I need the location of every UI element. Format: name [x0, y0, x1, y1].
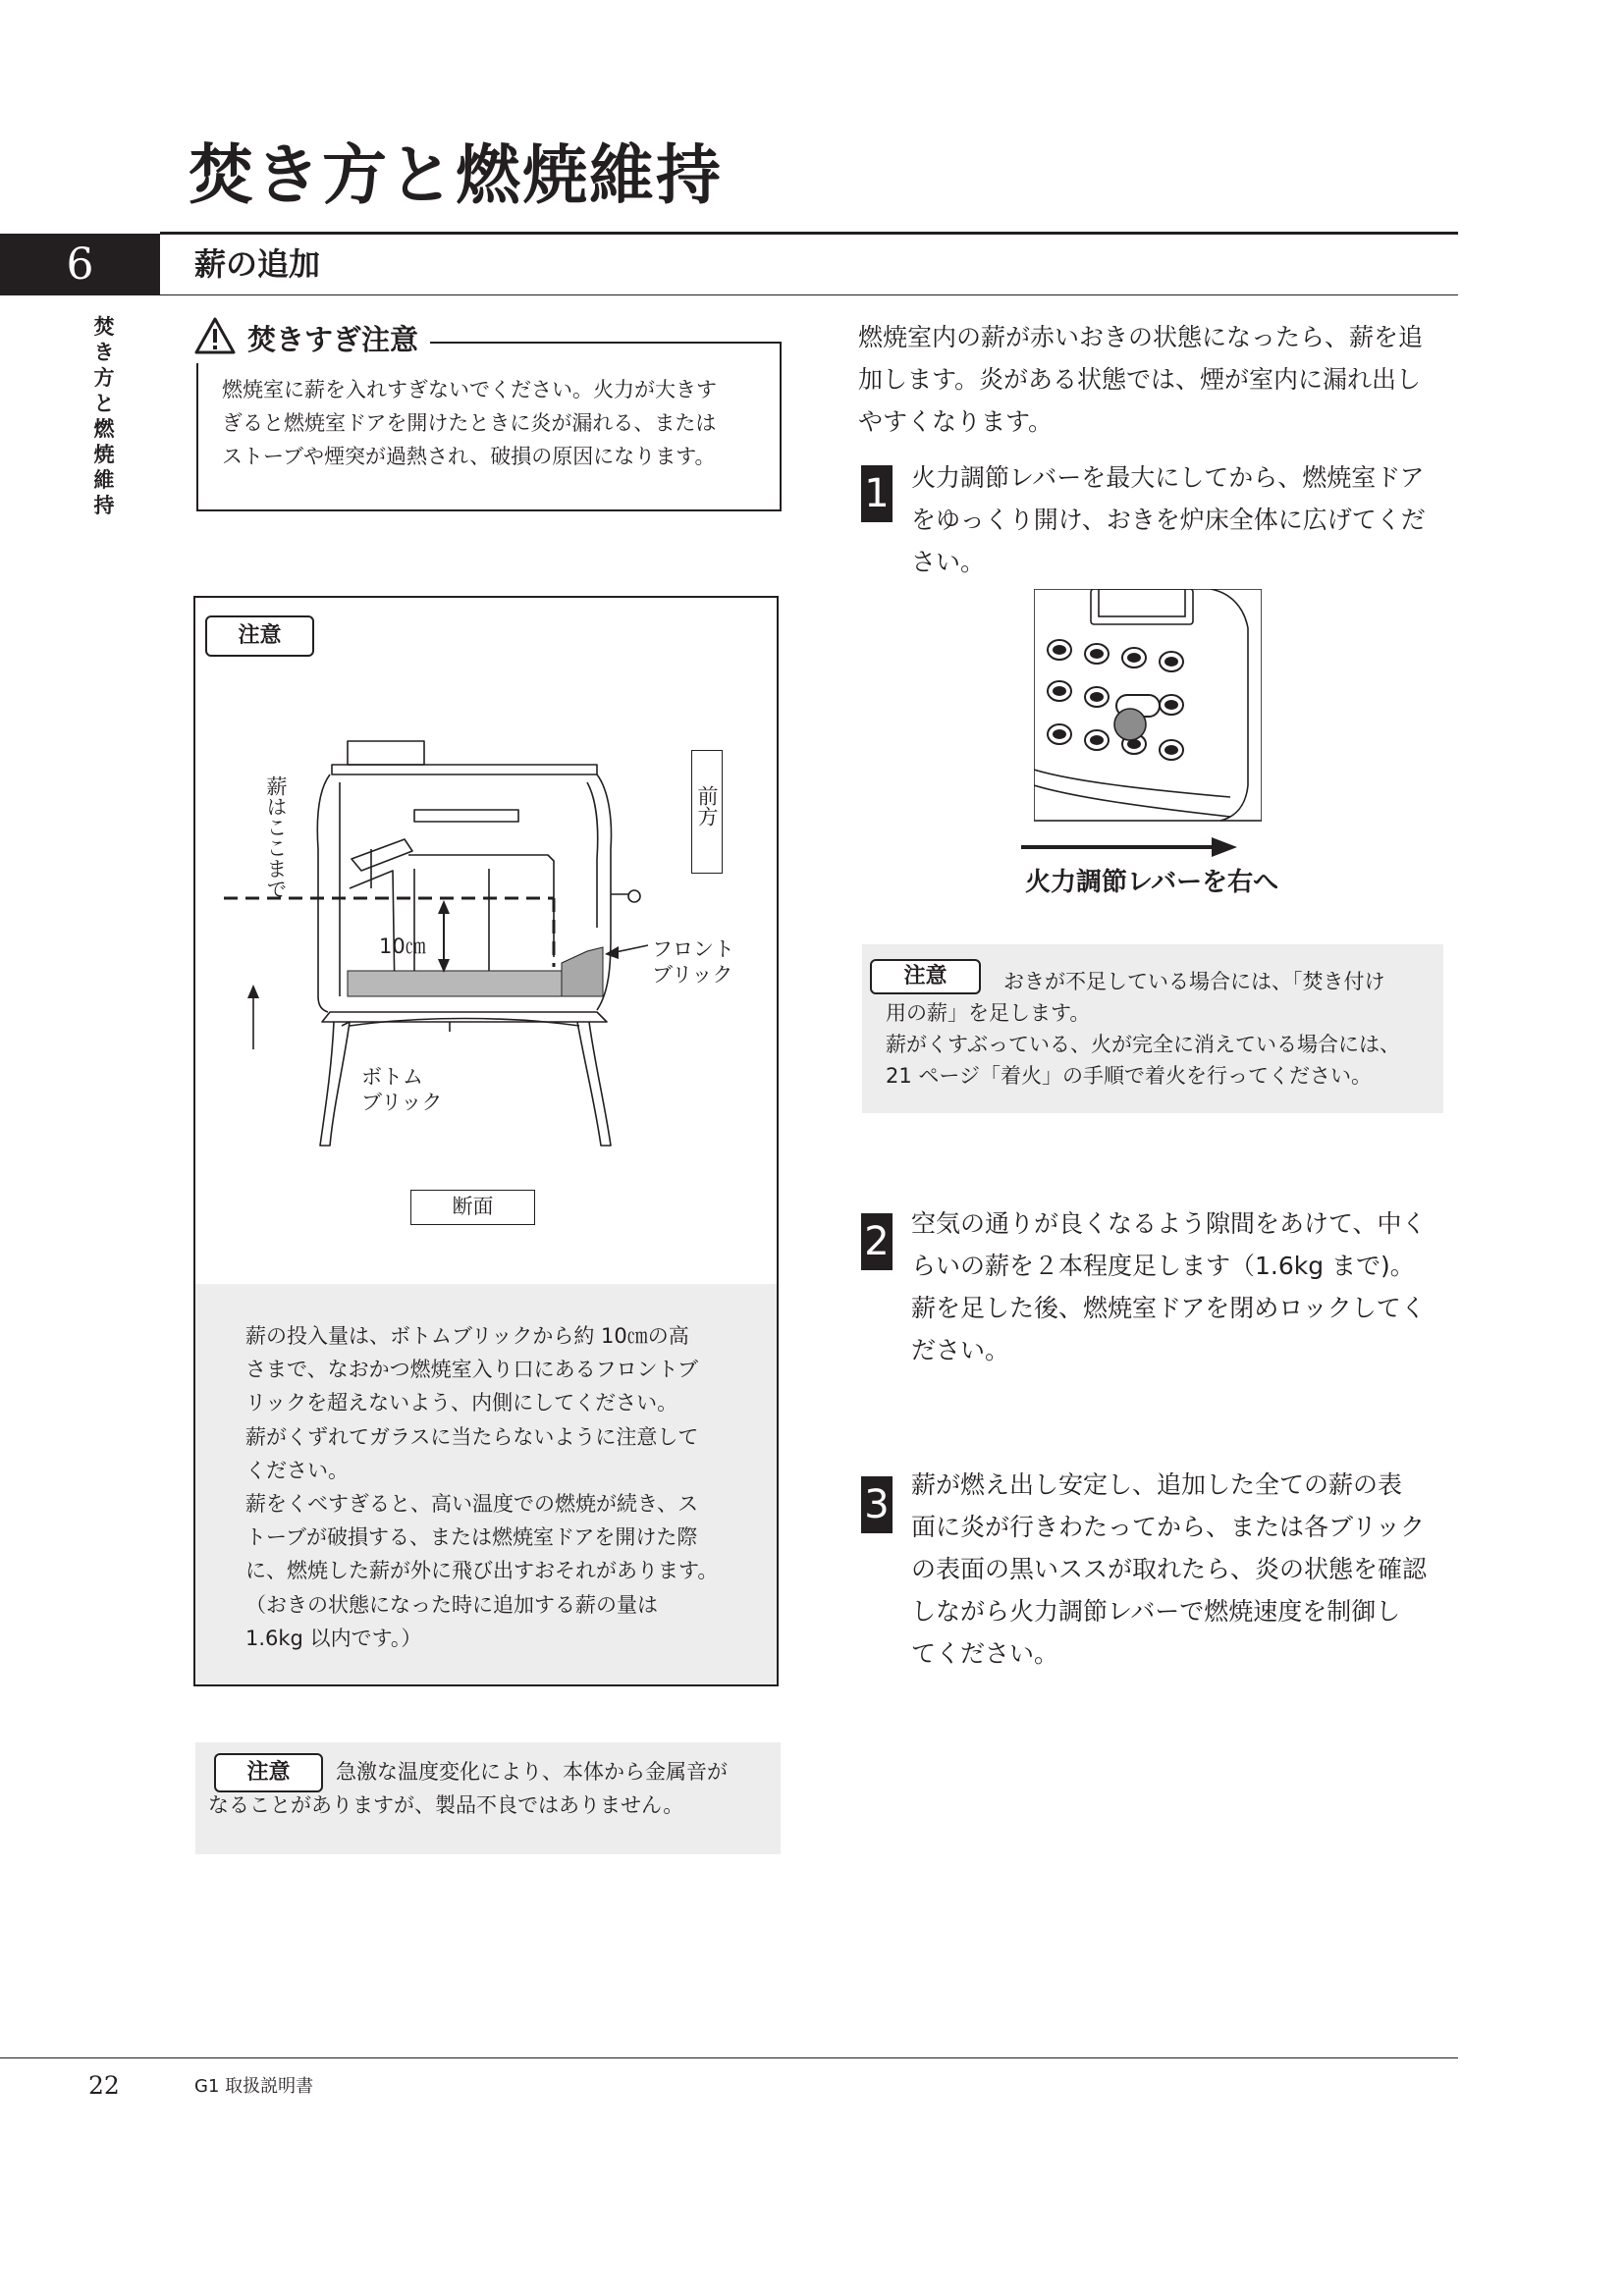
embers-note-line: 21 ページ「着火」の手順で着火を行ってください。	[886, 1064, 1372, 1088]
diagram-note-line: 薪の投入量は、ボトムブリックから約 10㎝の高	[245, 1324, 689, 1348]
warning-triangle-icon	[194, 317, 236, 358]
metal-sound-note-line: 急激な温度変化により、本体から金属音が	[336, 1760, 728, 1784]
step-1-number: 1	[861, 465, 893, 522]
step-2-text	[911, 1202, 1467, 1371]
step-3-line: 薪が燃え出し安定し、追加した全ての薪の表	[911, 1470, 1403, 1499]
diagram-caution-tag: 注意	[205, 615, 314, 657]
bottom-brick-label	[361, 1064, 442, 1115]
front-direction-label: 前方	[695, 785, 719, 827]
step-2-line: らいの薪を２本程度足します（1.6kg まで)。	[911, 1252, 1415, 1280]
step-1-text	[911, 456, 1467, 583]
lever-caption: 火力調節レバーを右へ	[1025, 868, 1279, 897]
embers-note-line: 薪がくすぶっている、火が完全に消えている場合には、	[886, 1033, 1400, 1056]
page-title: 焚き方と燃焼維持	[189, 136, 723, 213]
step-2-line: 薪を足した後、燃焼室ドアを閉めロックしてく	[911, 1294, 1426, 1322]
front-brick-label-line: フロント	[652, 937, 734, 961]
diagram-notes-text	[245, 1319, 756, 1655]
step-3-line: 面に炎が行きわたってから、または各ブリック	[911, 1513, 1426, 1541]
step-2-line: ださい。	[911, 1336, 1010, 1364]
caution-text	[222, 373, 768, 473]
bottom-brick-label-line: ボトム	[361, 1065, 423, 1089]
front-brick-label	[652, 936, 734, 988]
embers-note-line: 用の薪」を足します。	[886, 1001, 1091, 1025]
caution-line: ぎると燃焼室ドアを開けたときに炎が漏れる、または	[222, 411, 717, 435]
diagram-note-line: さまで、なおかつ燃焼室入り口にあるフロントブ	[245, 1358, 698, 1382]
firewood-limit-label: 薪はここまで	[264, 775, 288, 899]
step-3-text	[911, 1464, 1467, 1675]
diagram-note-line: リックを超えないよう、内側にしてください。	[245, 1391, 678, 1415]
diagram-note-line: 薪がくずれてガラスに当たらないように注意して	[245, 1424, 699, 1449]
intro-line: 加します。炎がある状態では、煙が室内に漏れ出し	[858, 365, 1422, 394]
control-panel-illustration	[1034, 589, 1262, 844]
air-control-lever-slot	[1114, 695, 1160, 740]
step-1-line: をゆっくり開け、おきを炉床全体に広げてくだ	[911, 506, 1426, 534]
intro-line: やすくなります。	[858, 407, 1054, 436]
caution-line: ストーブや煙突が過熱され、破損の原因になります。	[222, 445, 716, 468]
step-2-line: 空気の通りが良くなるよう隙間をあけて、中く	[911, 1209, 1427, 1238]
height-10cm-label: 10㎝	[379, 934, 426, 958]
step-3-number: 3	[861, 1476, 893, 1533]
step-3-line: しながら火力調節レバーで燃焼速度を制御し	[911, 1597, 1401, 1626]
section-rule	[160, 294, 1458, 295]
step-1-line: 火力調節レバーを最大にしてから、燃焼室ドア	[911, 463, 1425, 492]
embers-note-line: おきが不足している場合には、「焚き付け	[1003, 970, 1385, 993]
diagram-note-line: （おきの状態になった時に追加する薪の量は	[245, 1592, 658, 1617]
step-1-line: さい。	[911, 548, 986, 576]
document-name: G1 取扱説明書	[194, 2076, 314, 2097]
bottom-brick-label-line: ブリック	[361, 1091, 443, 1114]
metal-sound-note-line: なることがありますが、製品不良ではありません。	[208, 1793, 684, 1817]
step-3-line: の表面の黒いススが取れたら、炎の状態を確認	[911, 1555, 1428, 1583]
footer-rule	[0, 2057, 1458, 2058]
embers-caution-tag: 注意	[870, 959, 981, 994]
section-number: 6	[0, 234, 160, 295]
page-number: 22	[88, 2071, 120, 2100]
intro-line: 燃焼室内の薪が赤いおきの状態になったら、薪を追	[858, 323, 1424, 351]
caution-title: 焚きすぎ注意	[247, 322, 419, 356]
side-tab: 焚き方と燃焼維持	[93, 314, 115, 517]
panel-vent-holes	[1048, 640, 1183, 760]
diagram-note-line: ください。	[245, 1458, 349, 1482]
cross-section-label: 断面	[410, 1190, 535, 1225]
step-2-number: 2	[861, 1213, 893, 1270]
diagram-note-line: に、燃焼した薪が外に飛び出すおそれがあります。	[245, 1559, 719, 1583]
stove-cross-section-illustration	[224, 731, 676, 1163]
metal-sound-caution-tag: 注意	[214, 1753, 323, 1792]
front-brick-label-line: ブリック	[652, 963, 733, 987]
section-title: 薪の追加	[194, 245, 321, 283]
diagram-note-line: トーブが破損する、または燃焼室ドアを開けた際	[245, 1525, 698, 1550]
intro-paragraph	[858, 316, 1459, 443]
step-3-line: てください。	[911, 1639, 1059, 1668]
right-arrow-icon	[1021, 836, 1237, 858]
diagram-note-line: 薪をくべすぎると、高い温度での燃焼が続き、ス	[245, 1492, 699, 1517]
header-rule	[160, 232, 1458, 235]
caution-header	[183, 312, 430, 363]
caution-line: 燃焼室に薪を入れすぎないでください。火力が大きす	[222, 378, 717, 401]
diagram-note-line: 1.6kg 以内です。）	[245, 1626, 422, 1650]
